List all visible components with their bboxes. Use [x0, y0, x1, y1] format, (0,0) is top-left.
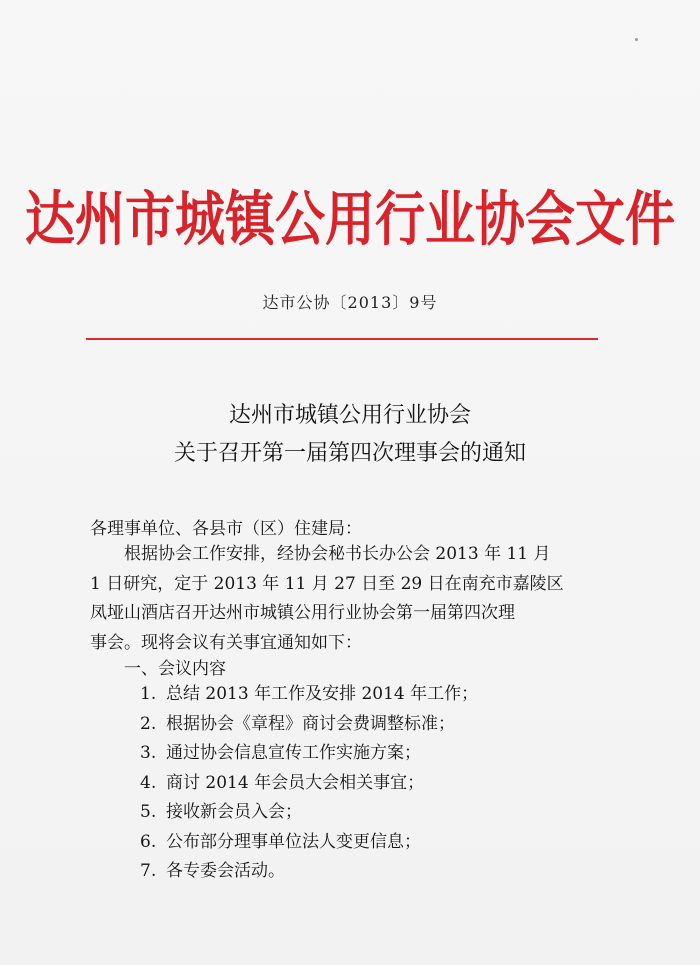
agenda-item-text: 公布部分理事单位法人变更信息； [166, 831, 421, 852]
agenda-item-number: 5. [140, 802, 157, 822]
agenda-item [140, 828, 478, 858]
paragraph-line: 根据协会工作安排，经协会秘书长办公会 2013 年 11 月 [124, 544, 551, 564]
agenda-item-number: 4. [140, 772, 157, 793]
agenda-item-number: 6. [140, 831, 157, 852]
agenda-item [140, 710, 478, 740]
agenda-item [140, 739, 478, 769]
notice-title-line-1: 达州市城镇公用行业协会 [228, 403, 471, 428]
agenda-item-text: 总结 2013 年工作及安排 2014 年工作； [166, 684, 479, 704]
section-heading: 一、会议内容 [124, 659, 226, 679]
agenda-item-number: 2. [140, 713, 157, 734]
agenda-item [140, 769, 478, 799]
agenda-item-text: 各专委会活动。 [166, 861, 285, 881]
notice-title-line-2: 关于召开第一届第四次理事会的通知 [173, 441, 526, 466]
agenda-item-text: 根据协会《章程》商讨会费调整标准； [166, 713, 455, 734]
agenda-item-text: 接收新会员入会； [166, 802, 302, 822]
paragraph-line: 凤垭山酒店召开达州市城镇公用行业协会第一届第四次理 [90, 603, 515, 623]
agenda-item [140, 680, 478, 710]
paragraph-line: 1 日研究，定于 2013 年 11 月 27 日至 29 日在南充市嘉陵区 [90, 573, 564, 594]
paragraph-line: 事会。现将会议有关事宜通知如下： [90, 632, 362, 653]
agenda-item [140, 798, 478, 828]
scan-speck [635, 38, 638, 41]
agenda-item-number: 1. [140, 684, 157, 704]
document-number: 达市公协〔2013〕9号 [262, 293, 438, 312]
agenda-item-text: 商讨 2014 年会员大会相关事宜； [166, 772, 425, 793]
body-paragraph [90, 540, 564, 658]
addressee: 各理事单位、各县市（区）住建局： [90, 519, 362, 539]
agenda-list [140, 680, 478, 887]
header-divider [86, 338, 598, 340]
agenda-item-number: 7. [140, 861, 157, 881]
agenda-item [140, 857, 478, 887]
document-header: 达州市城镇公用行业协会文件 [25, 183, 675, 254]
agenda-item-number: 3. [140, 743, 157, 763]
agenda-item-text: 通过协会信息宣传工作实施方案； [166, 743, 421, 763]
